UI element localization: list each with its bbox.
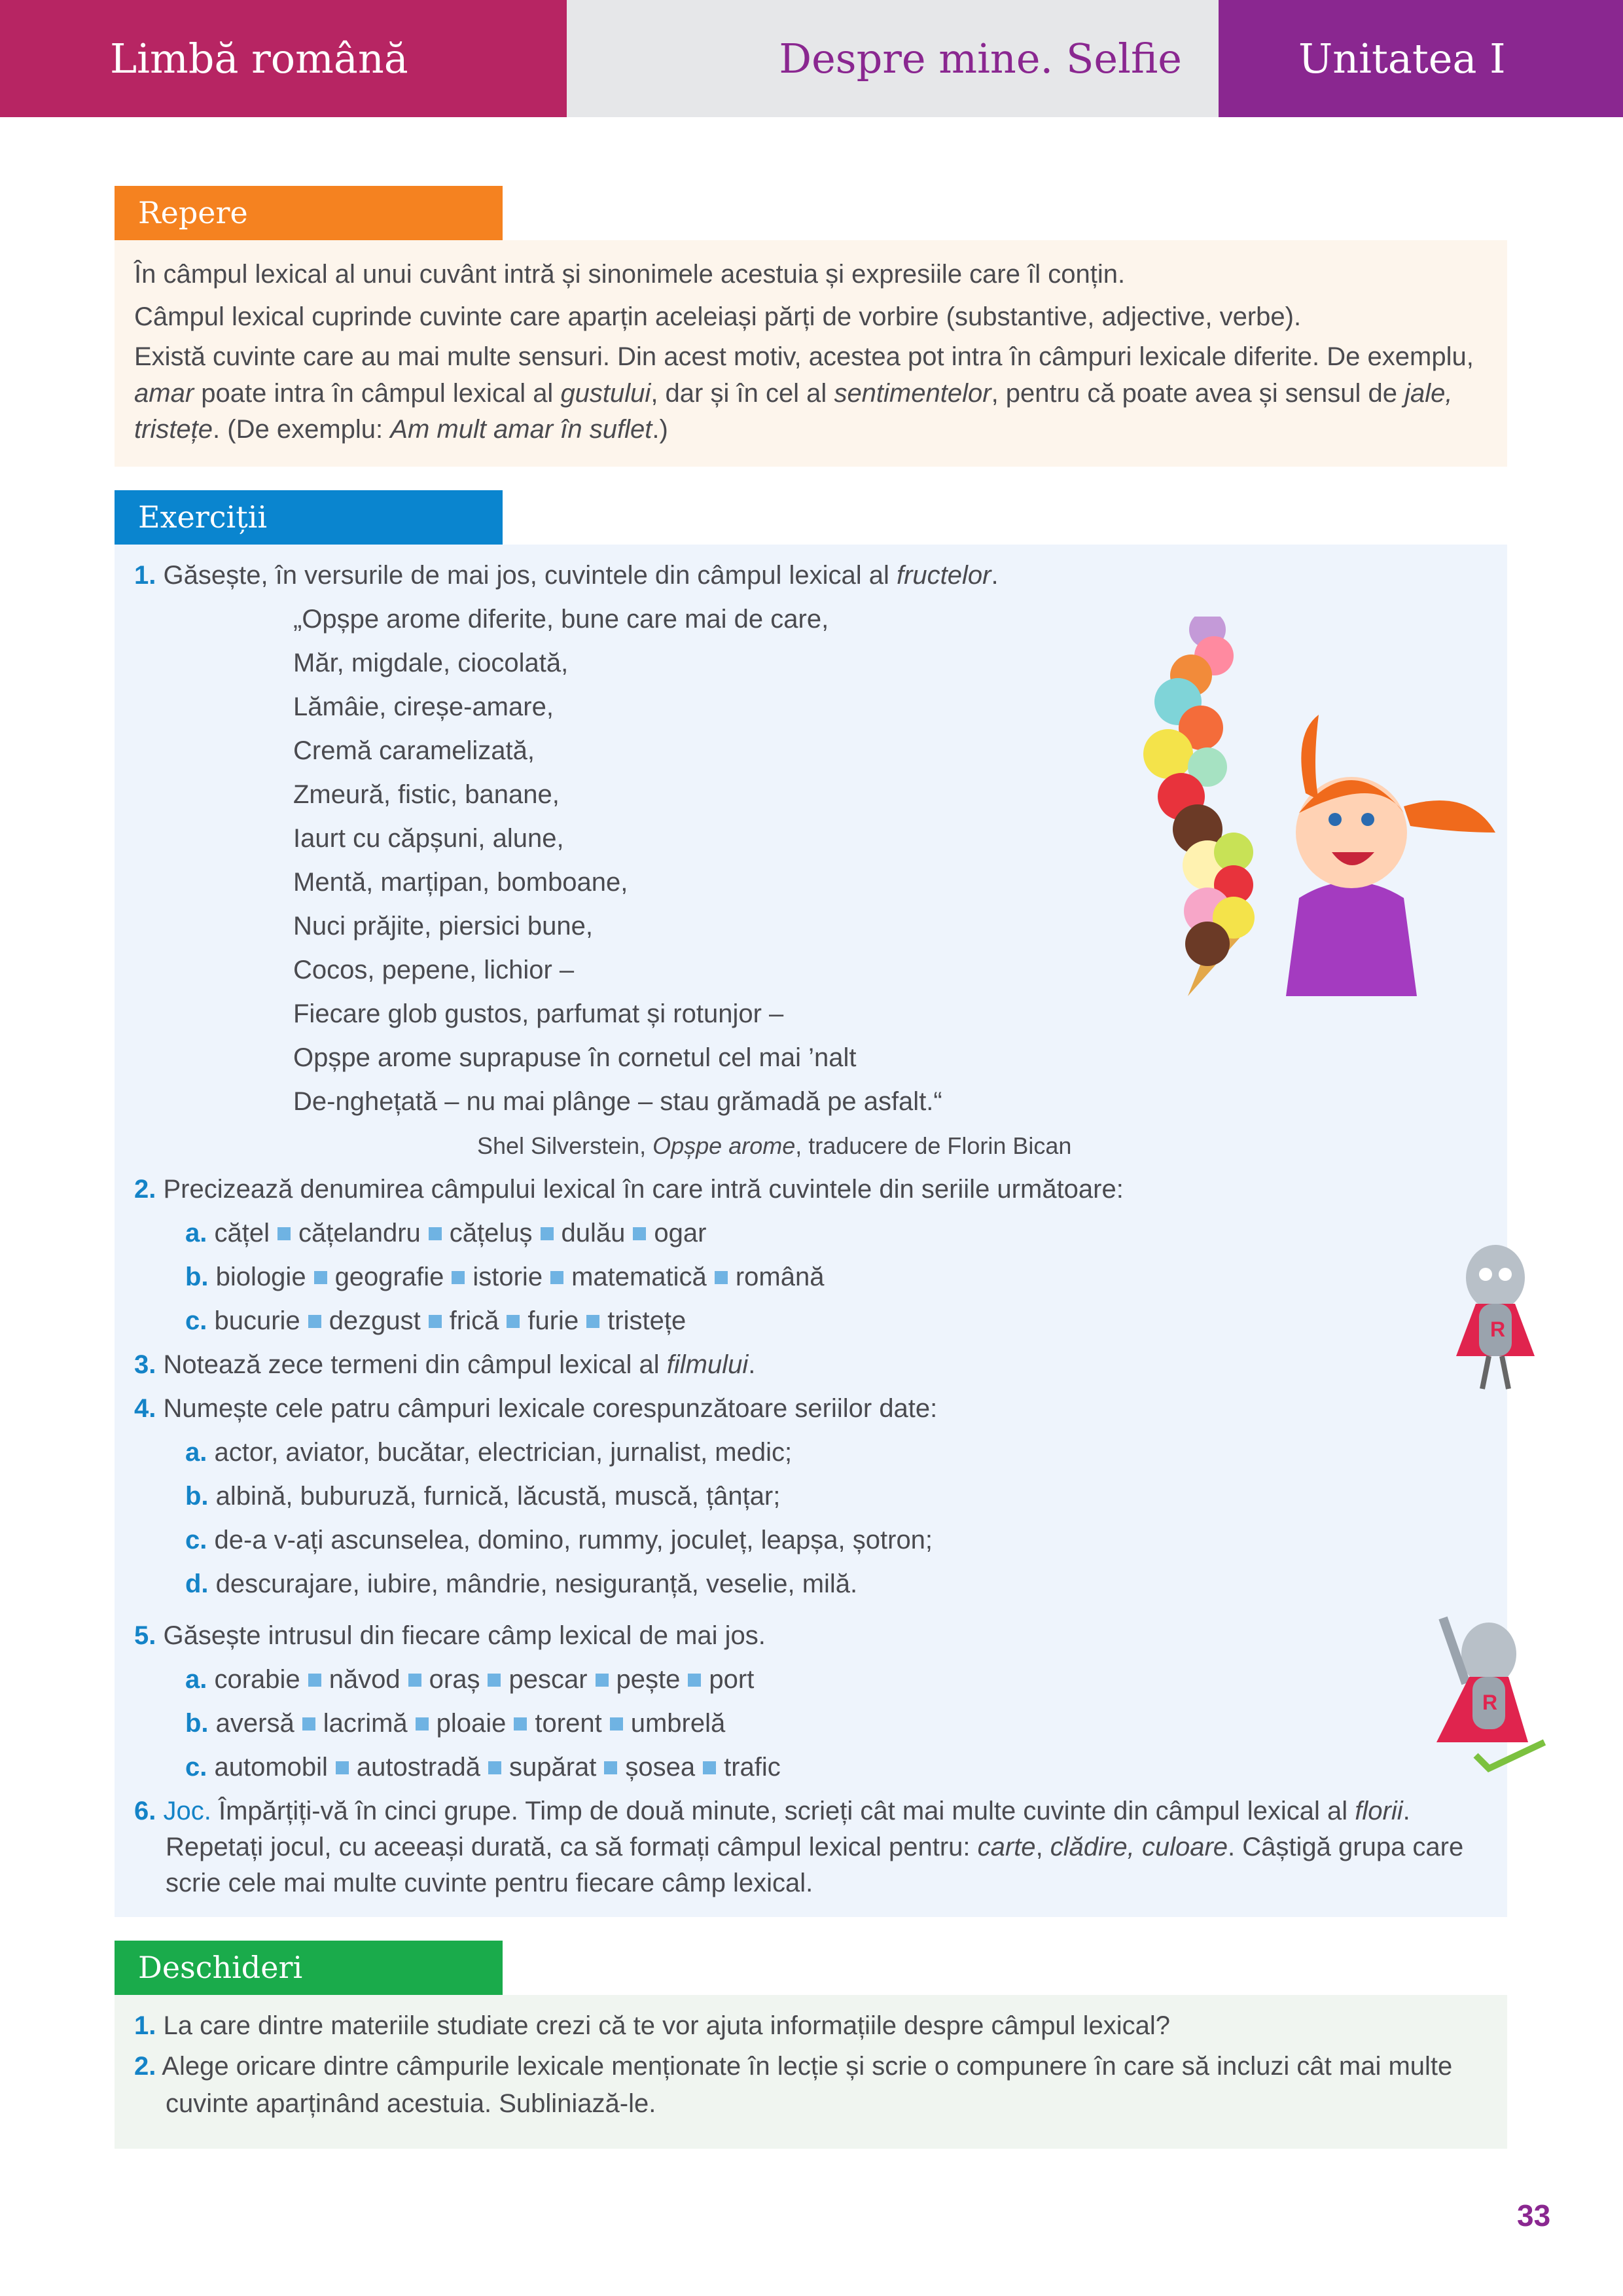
square-bullet-icon [633, 1227, 646, 1240]
square-bullet-icon [514, 1717, 527, 1731]
series-word: tristețe [607, 1306, 687, 1335]
subject-title: Limbă română [110, 35, 408, 82]
exercise-2: 2. Precizează denumirea câmpului lexical în care intră cuvintele din seriile următoare: [134, 1175, 1124, 1204]
exercise-4-item: a. actor, aviator, bucătar, electrician, jurnalist, medic; [185, 1438, 793, 1467]
unit-title: Unitatea I [1298, 35, 1506, 82]
poem-attribution: Shel Silverstein, Opșpe arome, traducere de Florin Bican [477, 1132, 1072, 1159]
poem-line: Nuci prăjite, piersici bune, [293, 912, 593, 941]
series-word: biologie [215, 1263, 306, 1291]
square-bullet-icon [429, 1315, 442, 1328]
exercise-3: 3. Notează zece termeni din câmpul lexical al filmului. [134, 1350, 756, 1379]
square-bullet-icon [610, 1717, 623, 1731]
series-word: istorie [473, 1263, 543, 1291]
square-bullet-icon [596, 1674, 609, 1687]
square-bullet-icon [550, 1271, 563, 1284]
e5-item: c. automobil autostradă supărat șosea trafic [185, 1753, 781, 1782]
series-word: corabie [214, 1665, 300, 1694]
e5-item: b. aversă lacrimă ploaie torent umbrelă [185, 1709, 726, 1738]
lesson-title: Despre mine. Selfie [779, 35, 1182, 82]
exercise-4-item: b. albină, buburuză, furnică, lăcustă, muscă, țânțar; [185, 1482, 781, 1511]
series-word: umbrelă [630, 1709, 726, 1738]
square-bullet-icon [308, 1674, 321, 1687]
square-bullet-icon [488, 1761, 501, 1774]
poem-line: Fiecare glob gustos, parfumat și rotunjor – [293, 999, 784, 1028]
series-word: oraș [429, 1665, 480, 1694]
deschideri-item-line: cuvinte aparținând acestuia. Subliniază-le. [166, 2089, 656, 2118]
square-bullet-icon [604, 1761, 617, 1774]
series-word: dezgust [329, 1306, 421, 1335]
square-bullet-icon [688, 1674, 701, 1687]
exercise-4: 4. Numește cele patru câmpuri lexicale corespunzătoare seriilor date: [134, 1394, 938, 1423]
e2-item: b. biologie geografie istorie matematică română [185, 1263, 825, 1291]
repere-line: tristețe. (De exemplu: Am mult amar în suflet.) [134, 415, 668, 444]
square-bullet-icon [488, 1674, 501, 1687]
square-bullet-icon [507, 1315, 520, 1328]
series-word: port [709, 1665, 755, 1694]
deschideri-box [115, 1995, 1507, 2149]
poem-line: Mentă, marțipan, bomboane, [293, 868, 628, 897]
poem-line: Măr, migdale, ciocolată, [293, 649, 569, 677]
exercise-6-line: scrie cele mai multe cuvinte pentru fiecare câmp lexical. [166, 1869, 813, 1897]
poem-line: Zmeură, fistic, banane, [293, 780, 560, 809]
square-bullet-icon [541, 1227, 554, 1240]
square-bullet-icon [715, 1271, 728, 1284]
series-word: bucurie [214, 1306, 300, 1335]
subject-header [0, 0, 567, 117]
poem-line: Iaurt cu căpșuni, alune, [293, 824, 564, 853]
exercise-6-line: Repetați jocul, cu aceeași durată, ca să formați câmpul lexical pentru: carte, clădire, culoare. Câștigă grupa care [166, 1833, 1464, 1861]
square-bullet-icon [314, 1271, 327, 1284]
series-word: dulău [561, 1219, 626, 1247]
series-word: matematică [571, 1263, 707, 1291]
series-word: aversă [215, 1709, 294, 1738]
ice-cream-girl-illustration [1011, 617, 1508, 1009]
square-bullet-icon [586, 1315, 599, 1328]
series-word: cățeluș [449, 1219, 533, 1247]
robot-mascot-icon [1443, 1238, 1554, 1395]
square-bullet-icon [703, 1761, 716, 1774]
lesson-header [567, 0, 1219, 117]
poem-line: Lămâie, cireșe-amare, [293, 692, 554, 721]
series-word: geografie [334, 1263, 444, 1291]
series-word: ploaie [436, 1709, 507, 1738]
series-word: pescar [508, 1665, 588, 1694]
e5-item: a. corabie năvod oraș pescar pește port [185, 1665, 755, 1694]
square-bullet-icon [302, 1717, 315, 1731]
poem-line: Opșpe arome suprapuse în cornetul cel mai ’nalt [293, 1043, 857, 1072]
svg-text:R: R [1482, 1691, 1498, 1714]
exercise-4-item: c. de-a v-ați ascunselea, domino, rummy, joculeț, leapșa, șotron; [185, 1526, 933, 1554]
square-bullet-icon [336, 1761, 349, 1774]
series-word: torent [535, 1709, 602, 1738]
poem-line: De-nghețată – nu mai plânge – stau grămadă pe asfalt.“ [293, 1087, 942, 1116]
square-bullet-icon [308, 1315, 321, 1328]
series-word: română [735, 1263, 825, 1291]
exercitii-box [115, 545, 1507, 1917]
deschideri-item: 1. La care dintre materiile studiate crezi că te vor ajuta informațiile despre câmpul lexical? [134, 2011, 1170, 2040]
e2-item: c. bucurie dezgust frică furie tristețe [185, 1306, 687, 1335]
series-word: supărat [508, 1753, 597, 1782]
exercise-1: 1. Găsește, în versurile de mai jos, cuvintele din câmpul lexical al fructelor. [134, 561, 999, 590]
square-bullet-icon [452, 1271, 465, 1284]
repere-box [115, 240, 1507, 467]
page-number: 33 [1517, 2198, 1551, 2233]
poem-line: Cocos, pepene, lichior – [293, 956, 575, 984]
series-word: autostradă [356, 1753, 480, 1782]
deschideri-heading: Deschideri [115, 1941, 503, 1995]
exercise-5: 5. Găsește intrusul din fiecare câmp lexical de mai jos. [134, 1621, 766, 1650]
series-word: frică [449, 1306, 499, 1335]
series-word: trafic [724, 1753, 781, 1782]
exercise-4-item: d. descurajare, iubire, mândrie, nesiguranță, veselie, milă. [185, 1570, 858, 1598]
square-bullet-icon [429, 1227, 442, 1240]
repere-line: amar poate intra în câmpul lexical al gustului, dar și în cel al sentimentelor, pentru că poate avea și sensul de jale, [134, 379, 1453, 408]
e2-item: a. cățel cățelandru cățeluș dulău ogar [185, 1219, 707, 1247]
series-word: pește [616, 1665, 681, 1694]
exercise-6: 6. Joc. Împărțiți-vă în cinci grupe. Timp de două minute, scrieți cât mai multe cuvinte din câmpul lexical al florii. [134, 1797, 1410, 1825]
square-bullet-icon [408, 1674, 421, 1687]
exercitii-heading: Exerciții [115, 490, 503, 545]
deschideri-item: 2. Alege oricare dintre câmpurile lexicale menționate în lecție și scrie o compunere în care să incluzi cât mai multe [134, 2052, 1453, 2081]
poem-line: Cremă caramelizată, [293, 736, 535, 765]
series-word: lacrimă [323, 1709, 408, 1738]
series-word: furie [527, 1306, 579, 1335]
square-bullet-icon [277, 1227, 291, 1240]
series-word: ogar [654, 1219, 707, 1247]
series-word: automobil [214, 1753, 328, 1782]
svg-text:R: R [1490, 1318, 1506, 1341]
repere-heading: Repere [115, 186, 503, 240]
series-word: cățelandru [298, 1219, 421, 1247]
repere-line: Câmpul lexical cuprinde cuvinte care aparțin aceleiași părți de vorbire (substantive, adjective, verbe). [134, 302, 1302, 331]
unit-header [1219, 0, 1623, 117]
repere-line: Există cuvinte care au mai multe sensuri. Din acest motiv, acestea pot intra în câmpuri lexicale diferite. De exemplu, [134, 342, 1474, 371]
series-word: năvod [329, 1665, 401, 1694]
poem-line: „Opșpe arome diferite, bune care mai de care, [293, 605, 829, 634]
series-word: șosea [625, 1753, 696, 1782]
repere-line: În câmpul lexical al unui cuvânt intră și sinonimele acestuia și expresiile care îl conțin. [134, 260, 1126, 289]
series-word: cățel [214, 1219, 270, 1247]
robot-mascot-pointing-icon [1423, 1605, 1554, 1775]
square-bullet-icon [416, 1717, 429, 1731]
